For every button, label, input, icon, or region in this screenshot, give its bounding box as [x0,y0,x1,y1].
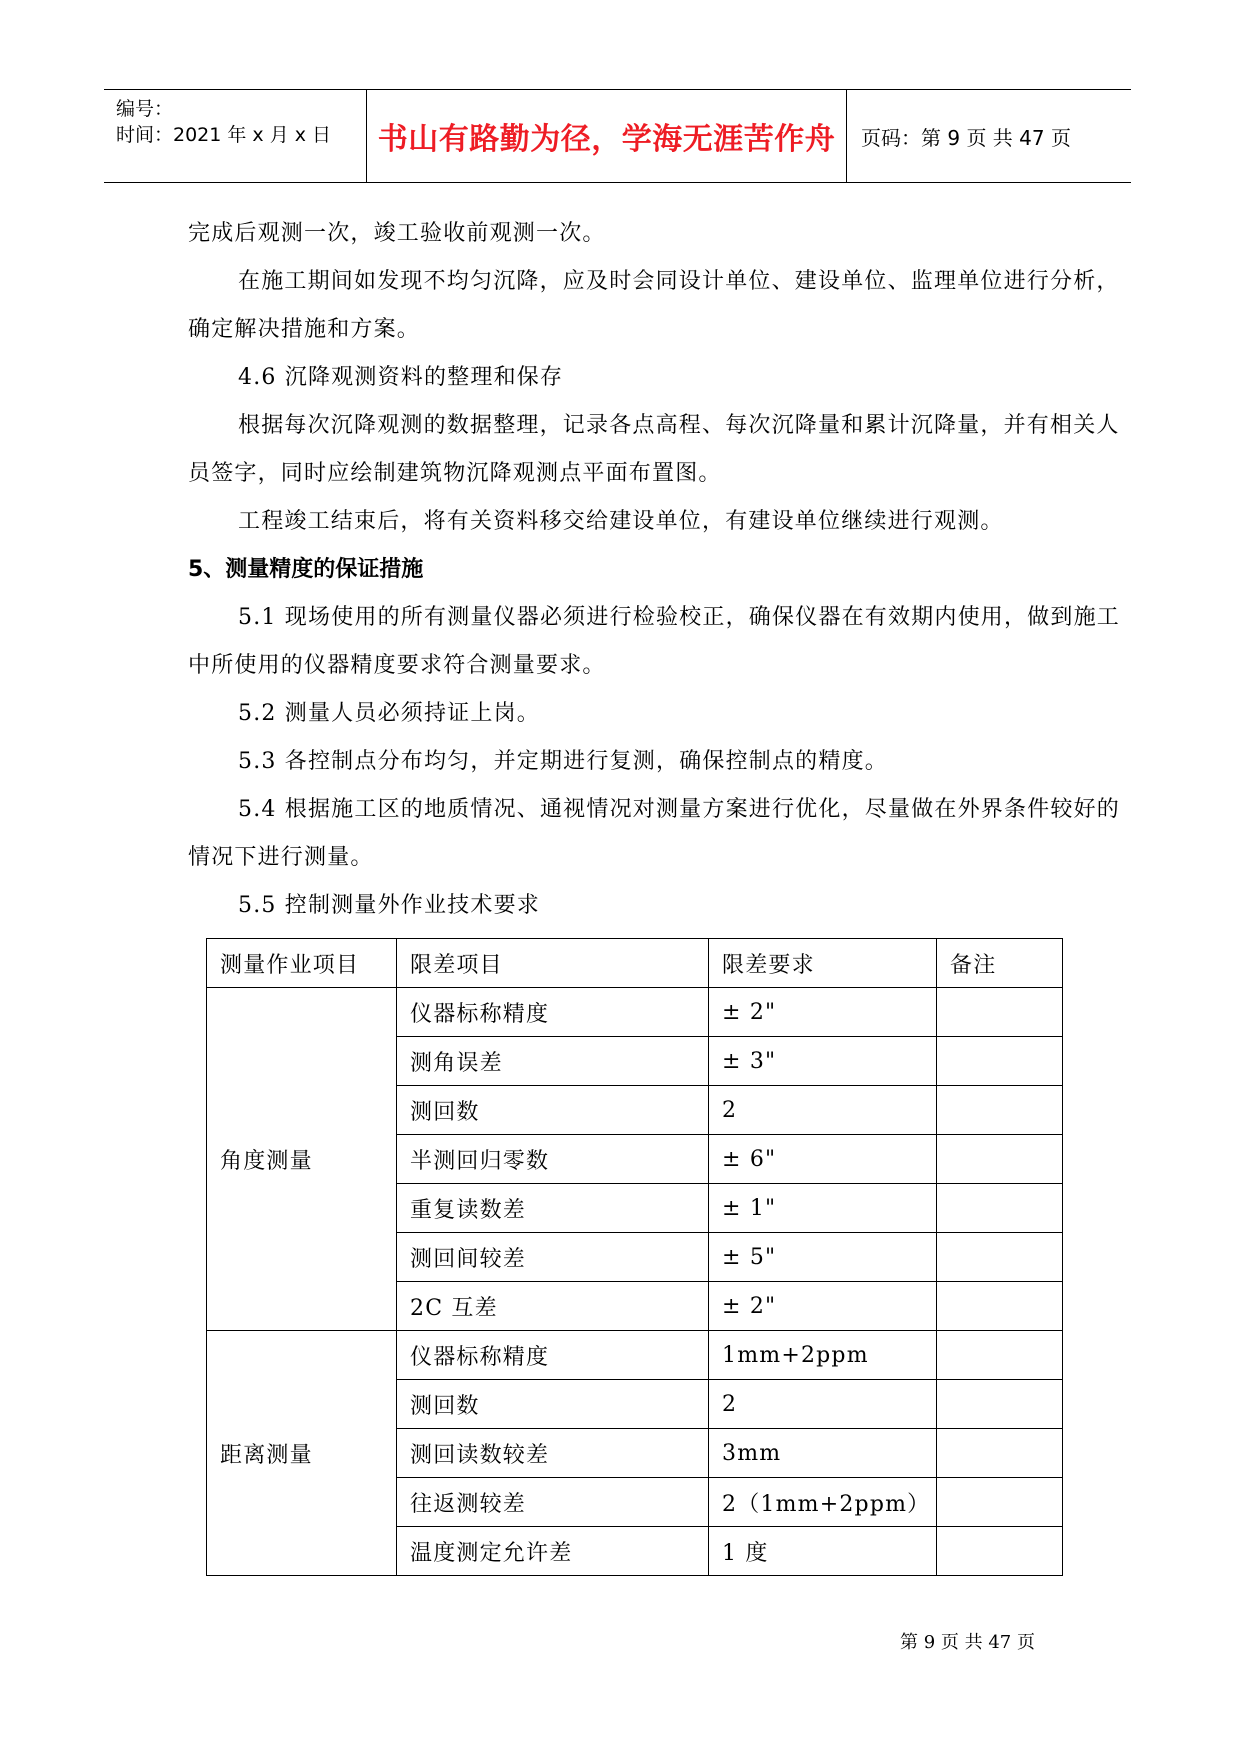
page-header [104,89,1131,183]
group-cell-angle: 角度测量 [207,988,397,1331]
table-cell: 温度测定允许差 [397,1527,709,1576]
table-cell: 测回读数较差 [397,1429,709,1478]
table-cell: 3mm [709,1429,937,1478]
table-cell: ± 6" [709,1135,937,1184]
header-meta [104,90,367,182]
paragraph: 5.1 现场使用的所有测量仪器必须进行检验校正，确保仪器在有效期内使用，做到施工中所使用的仪器精度要求符合测量要求。 [188,605,1120,678]
table-cell [937,1527,1063,1576]
table-cell [937,1478,1063,1527]
table-row [207,988,1063,1037]
paragraph: 5.4 根据施工区的地质情况、通视情况对测量方案进行优化，尽量做在外界条件较好的情况下进行测量。 [188,797,1120,870]
table-cell [937,1331,1063,1380]
table-cell: ± 2" [709,988,937,1037]
table-cell: 2（1mm+2ppm） [709,1478,937,1527]
table-cell [937,1037,1063,1086]
table-cell: 测回间较差 [397,1233,709,1282]
subsection-heading: 4.6 沉降观测资料的整理和保存 [238,365,564,390]
table-cell [937,1429,1063,1478]
table-cell: 测回数 [397,1380,709,1429]
table-cell [937,988,1063,1037]
column-header: 测量作业项目 [207,939,397,988]
table-cell [937,1184,1063,1233]
paragraph: 根据每次沉降观测的数据整理，记录各点高程、每次沉降量和累计沉降量，并有相关人员签字，同时应绘制建筑物沉降观测点平面布置图。 [188,413,1120,486]
column-header: 限差项目 [397,939,709,988]
table-cell: 2C 互差 [397,1282,709,1331]
section-heading: 5、测量精度的保证措施 [188,557,424,582]
table-cell: 2 [709,1086,937,1135]
table-row [207,1331,1063,1380]
paragraph: 5.3 各控制点分布均匀，并定期进行复测，确保控制点的精度。 [238,749,888,774]
table-cell: ± 3" [709,1037,937,1086]
column-header: 限差要求 [709,939,937,988]
table-cell: 测回数 [397,1086,709,1135]
table-cell [937,1380,1063,1429]
table-cell: 仪器标称精度 [397,1331,709,1380]
group-cell-distance: 距离测量 [207,1331,397,1576]
table-cell: 2 [709,1380,937,1429]
table-cell: 半测回归零数 [397,1135,709,1184]
document-number-label: 编号： [116,98,174,120]
table-cell [937,1233,1063,1282]
table-cell: ± 1" [709,1184,937,1233]
table-cell: 仪器标称精度 [397,988,709,1037]
table-cell: 1 度 [709,1527,937,1576]
paragraph: 5.2 测量人员必须持证上岗。 [238,701,540,726]
table-cell: ± 2" [709,1282,937,1331]
table-cell [937,1135,1063,1184]
column-header: 备注 [937,939,1063,988]
paragraph: 在施工期间如发现不均匀沉降，应及时会同设计单位、建设单位、监理单位进行分析，确定解决措施和方案。 [188,269,1120,342]
paragraph: 工程竣工结束后，将有关资料移交给建设单位，有建设单位继续进行观测。 [238,509,1004,534]
table-cell: 1mm+2ppm [709,1331,937,1380]
table-cell: 测角误差 [397,1037,709,1086]
document-body [188,210,1123,930]
table-cell [937,1282,1063,1331]
header-motto: 书山有路勤为径，学海无涯苦作舟 [377,122,836,157]
table-caption: 5.5 控制测量外作业技术要求 [238,893,540,918]
measurement-spec-table [206,938,1063,1576]
table-cell: 重复读数差 [397,1184,709,1233]
table-cell: 往返测较差 [397,1478,709,1527]
table-header-row [207,939,1063,988]
document-time-label: 时间：2021 年 x 月 x 日 [116,124,332,146]
header-page-cell [847,90,1131,182]
paragraph: 完成后观测一次，竣工验收前观测一次。 [188,221,606,246]
header-page-info: 页码：第 9 页 共 47 页 [861,125,1071,150]
header-motto-cell [367,90,847,182]
table-cell: ± 5" [709,1233,937,1282]
table-cell [937,1086,1063,1135]
page-footer-number: 第 9 页 共 47 页 [900,1632,1035,1653]
